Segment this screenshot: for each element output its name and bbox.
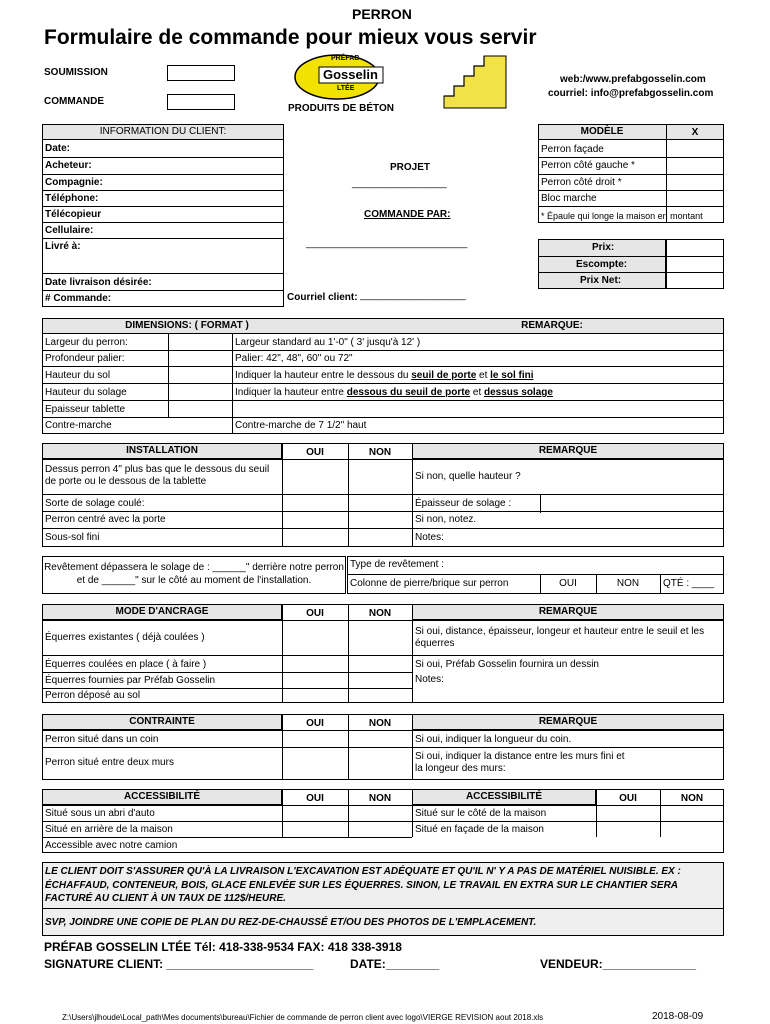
dim-hauteur-sol[interactable]: Hauteur du sol xyxy=(45,370,111,381)
dim-hauteur-solage[interactable]: Hauteur du solage xyxy=(45,387,127,398)
divider xyxy=(42,655,724,656)
divider xyxy=(412,604,413,703)
dimensions-remarque: REMARQUE: xyxy=(521,320,583,331)
file-path: Z:\Users\jlhoude\Local_path\Mes documents\bureau\Fichier de commande de perron client avec logo\VIERGE REVISION aout 2018.xls xyxy=(62,1013,544,1022)
notice-text: LE CLIENT DOIT S'ASSURER QU'À LA LIVRAISON L'EXCAVATION EST ADÉQUATE ET QU'IL N' Y A PAS DE MATÉRIEL NUISIBLE. EX : ÉCHAFFAUD, CONTENEUR, BOIS, GLACE ENLEVÉE SUR LES ÉQUERRES. SINON, LE TRAVAIL EN EXTRA SUR LE CHANTIER SERA FACTURÉ AU CLIENT À UN TAUX DE 112$/HEURE. xyxy=(45,866,681,904)
modele-perron-facade[interactable]: Perron façade xyxy=(541,144,604,155)
page-title: Formulaire de commande pour mieux vous servir xyxy=(44,26,537,49)
logo-caption: PRODUITS DE BÉTON xyxy=(288,103,394,114)
field-date-livraison[interactable]: Date livraison désirée: xyxy=(45,277,152,288)
divider xyxy=(42,821,724,822)
field-compagnie[interactable]: Compagnie: xyxy=(45,177,103,188)
installation-oui: OUI xyxy=(306,447,324,458)
divider xyxy=(42,273,284,274)
ancrage-fournies[interactable]: Équerres fournies par Préfab Gosselin xyxy=(45,675,216,686)
field-telephone[interactable]: Téléphone: xyxy=(45,193,99,204)
client-info-title: INFORMATION DU CLIENT: xyxy=(99,126,227,137)
divider xyxy=(232,334,233,434)
divider xyxy=(538,206,724,207)
soumission-checkbox[interactable] xyxy=(167,65,235,81)
revetement-qte[interactable]: QTÉ : ____ xyxy=(663,578,715,589)
ancrage-coulees[interactable]: Équerres coulées en place ( à faire ) xyxy=(45,659,207,670)
divider xyxy=(42,688,412,689)
accessibilite-right-title: ACCESSIBILITÉ xyxy=(465,791,543,802)
installation-dessus-perron-remark: Si non, quelle hauteur ? xyxy=(415,471,521,482)
divider xyxy=(42,174,284,175)
dim-hauteur-sol-remark xyxy=(235,370,534,382)
divider xyxy=(42,222,284,223)
divider xyxy=(42,528,724,529)
ancrage-oui: OUI xyxy=(306,608,324,619)
ancrage-notes: Notes: xyxy=(415,674,444,685)
soumission-label: SOUMISSION xyxy=(44,67,108,78)
installation-title: INSTALLATION xyxy=(126,445,198,456)
accessibilite-oui: OUI xyxy=(306,793,324,804)
projet-label: PROJET xyxy=(390,162,431,173)
date-line[interactable]: DATE:________ xyxy=(350,957,440,971)
divider xyxy=(42,366,724,367)
print-date: 2018-08-09 xyxy=(652,1011,704,1022)
divider xyxy=(42,805,724,806)
field-num-commande[interactable]: # Commande: xyxy=(45,293,112,304)
remark-part: Indiquer la hauteur entre xyxy=(235,387,347,398)
dim-hauteur-solage-remark xyxy=(235,387,553,399)
field-acheteur[interactable]: Acheteur: xyxy=(45,160,92,171)
divider xyxy=(42,383,724,384)
contrainte-non: NON xyxy=(368,718,392,729)
divider xyxy=(42,511,724,512)
remark-part: Indiquer la hauteur entre le dessous du xyxy=(235,370,412,381)
divider xyxy=(42,400,724,401)
email-text: courriel: info@prefabgosselin.com xyxy=(548,88,714,99)
notice-svp: SVP, JOINDRE UNE COPIE DE PLAN DU REZ-DE-CHAUSSÉ ET/OU DES PHOTOS DE L'EMPLACEMENT. xyxy=(45,917,537,928)
ancrage-coulees-remark: Si oui, Préfab Gosselin fournira un dessin xyxy=(415,659,599,670)
dim-contre-marche-remark: Contre-marche de 7 1/2" haut xyxy=(235,420,367,431)
ancrage-depose[interactable]: Perron déposé au sol xyxy=(45,690,141,701)
remark-part: le sol fini xyxy=(490,370,534,381)
stairs-illustration xyxy=(440,52,510,110)
field-date[interactable]: Date: xyxy=(45,143,71,154)
accessibilite-right-non: NON xyxy=(680,793,704,804)
field-cellulaire[interactable]: Cellulaire: xyxy=(45,225,94,236)
commande-par-label: COMMANDE PAR: xyxy=(364,209,451,220)
dimensions-title: DIMENSIONS: ( FORMAT ) xyxy=(125,320,249,331)
divider xyxy=(42,350,724,351)
logo-suffix-text: LTÉE xyxy=(337,85,355,92)
revetement-line2: et de ______" sur le côté au moment de l'installation. xyxy=(76,575,312,586)
contrainte-remarque: REMARQUE xyxy=(538,716,598,727)
divider xyxy=(42,190,284,191)
dim-largeur[interactable]: Largeur du perron: xyxy=(45,337,128,348)
contrainte-oui: OUI xyxy=(306,718,324,729)
logo-small-text: PRÉFAB xyxy=(331,55,360,62)
divider xyxy=(42,238,284,239)
accessibilite-camion[interactable]: Accessible avec notre camion xyxy=(45,840,178,851)
field-telecopieur[interactable]: Télécopieur xyxy=(45,209,102,220)
signature-line[interactable]: SIGNATURE CLIENT: ______________________ xyxy=(44,957,314,971)
divider xyxy=(42,459,724,460)
dim-profondeur-remark: Palier: 42", 48", 60" ou 72" xyxy=(235,353,353,364)
revetement-colonne[interactable]: Colonne de pierre/brique sur perron xyxy=(350,578,509,589)
divider xyxy=(347,574,724,575)
divider xyxy=(666,239,667,289)
accessibilite-abri[interactable]: Situé sous un abri d'auto xyxy=(45,808,155,819)
accessibilite-cote[interactable]: Situé sur le côté de la maison xyxy=(415,808,547,819)
installation-notes: Notes: xyxy=(415,532,444,543)
contrainte-coin[interactable]: Perron situé dans un coin xyxy=(45,734,159,745)
remark-part: et xyxy=(476,370,491,381)
dim-contre-marche[interactable]: Contre-marche xyxy=(45,420,112,431)
revetement-line1: Revêtement dépassera le solage de : ______" derrière notre perron xyxy=(44,562,344,573)
remark-part: seuil de porte xyxy=(411,370,477,381)
divider xyxy=(538,256,724,257)
divider xyxy=(42,494,724,495)
modele-x-header: X xyxy=(691,127,699,138)
accessibilite-right-oui: OUI xyxy=(619,793,637,804)
accessibilite-facade[interactable]: Situé en façade de la maison xyxy=(415,824,544,835)
accessibilite-title: ACCESSIBILITÉ xyxy=(123,791,201,802)
commande-label: COMMANDE xyxy=(44,96,104,107)
dim-largeur-remark: Largeur standard au 1'-0" ( 3' jusqu'à 12' ) xyxy=(235,337,421,348)
prix-net-label: Prix Net: xyxy=(580,275,622,286)
divider xyxy=(42,730,724,731)
commande-checkbox[interactable] xyxy=(167,94,235,110)
divider xyxy=(42,908,724,909)
contrainte-coin-remark: Si oui, indiquer la longueur du coin. xyxy=(415,734,572,745)
courriel-line[interactable]: ___________________ xyxy=(360,290,466,301)
contrainte-murs[interactable]: Perron situé entre deux murs xyxy=(45,757,174,768)
logo-brand-text: Gosselin xyxy=(323,67,378,82)
remark-part: dessous du seuil de porte xyxy=(346,387,471,398)
ancrage-title: MODE D'ANCRAGE xyxy=(115,606,209,617)
contrainte-title: CONTRAINTE xyxy=(129,716,195,727)
dim-epaisseur-tablette[interactable]: Epaisseur tablette xyxy=(45,404,126,415)
divider xyxy=(538,157,724,158)
accessibilite-non: NON xyxy=(368,793,392,804)
divider xyxy=(660,574,661,594)
company-contact: PRÉFAB GOSSELIN LTÉE Tél: 418-338-9534 FAX: 418 338-3918 xyxy=(44,940,402,954)
divider xyxy=(42,620,724,621)
revetement-non[interactable]: NON xyxy=(616,578,640,589)
company-logo xyxy=(293,52,393,102)
divider xyxy=(42,290,284,291)
divider xyxy=(538,174,724,175)
field-livre-a[interactable]: Livré à: xyxy=(45,241,81,252)
modele-perron-gauche[interactable]: Perron côté gauche * xyxy=(541,160,635,171)
website-text: web:/www.prefabgosselin.com xyxy=(560,74,706,85)
prix-label: Prix: xyxy=(592,242,615,253)
projet-line[interactable]: _________________ xyxy=(352,178,447,189)
installation-perron-centre[interactable]: Perron centré avec la porte xyxy=(45,514,166,525)
installation-remarque: REMARQUE xyxy=(538,445,598,456)
installation-sous-sol[interactable]: Sous-sol fini xyxy=(45,532,100,543)
remark-part: et xyxy=(470,387,485,398)
installation-sorte-solage-remark: Épaisseur de solage : xyxy=(415,498,512,509)
ancrage-non: NON xyxy=(368,608,392,619)
installation-dessus-perron[interactable]: Dessus perron 4" plus bas que le dessous du seuil de porte ou le dessous de la tablette xyxy=(45,464,270,487)
courriel-label: Courriel client: xyxy=(287,292,358,303)
vendeur-line[interactable]: VENDEUR:______________ xyxy=(540,957,697,971)
divider xyxy=(538,272,724,273)
divider xyxy=(42,837,412,838)
escompte-label: Escompte: xyxy=(576,259,628,270)
remark-part: dessus solage xyxy=(484,387,553,398)
modele-title: MODÈLE xyxy=(580,126,624,137)
dim-profondeur[interactable]: Profondeur palier: xyxy=(45,353,125,364)
divider xyxy=(42,157,284,158)
installation-non: NON xyxy=(368,447,392,458)
ancrage-existantes[interactable]: Équerres existantes ( déjà coulées ) xyxy=(45,632,205,643)
modele-note: * Épaule qui longe la maison en montant xyxy=(541,211,703,221)
accessibilite-arriere[interactable]: Situé en arrière de la maison xyxy=(45,824,173,835)
installation-sorte-solage[interactable]: Sorte de solage coulé: xyxy=(45,498,145,509)
revetement-type[interactable]: Type de revêtement : xyxy=(350,559,444,570)
installation-perron-centre-remark: Si non, notez. xyxy=(415,514,477,525)
ancrage-existantes-remark: Si oui, distance, épaisseur, longeur et hauteur entre le seuil et les équerres xyxy=(415,626,705,649)
ancrage-remarque: REMARQUE xyxy=(538,606,598,617)
divider xyxy=(42,672,412,673)
divider xyxy=(42,206,284,207)
commande-par-line[interactable]: _____________________________ xyxy=(306,238,468,249)
divider xyxy=(42,747,724,748)
modele-bloc-marche[interactable]: Bloc marche xyxy=(541,193,597,204)
modele-perron-droit[interactable]: Perron côté droit * xyxy=(541,177,622,188)
revetement-oui[interactable]: OUI xyxy=(559,578,577,589)
contrainte-murs-remark: Si oui, indiquer la distance entre les murs fini et la longeur des murs: xyxy=(415,751,625,774)
divider xyxy=(538,190,724,191)
divider xyxy=(42,417,724,418)
pre-title: PERRON xyxy=(352,6,412,22)
divider xyxy=(168,334,169,418)
